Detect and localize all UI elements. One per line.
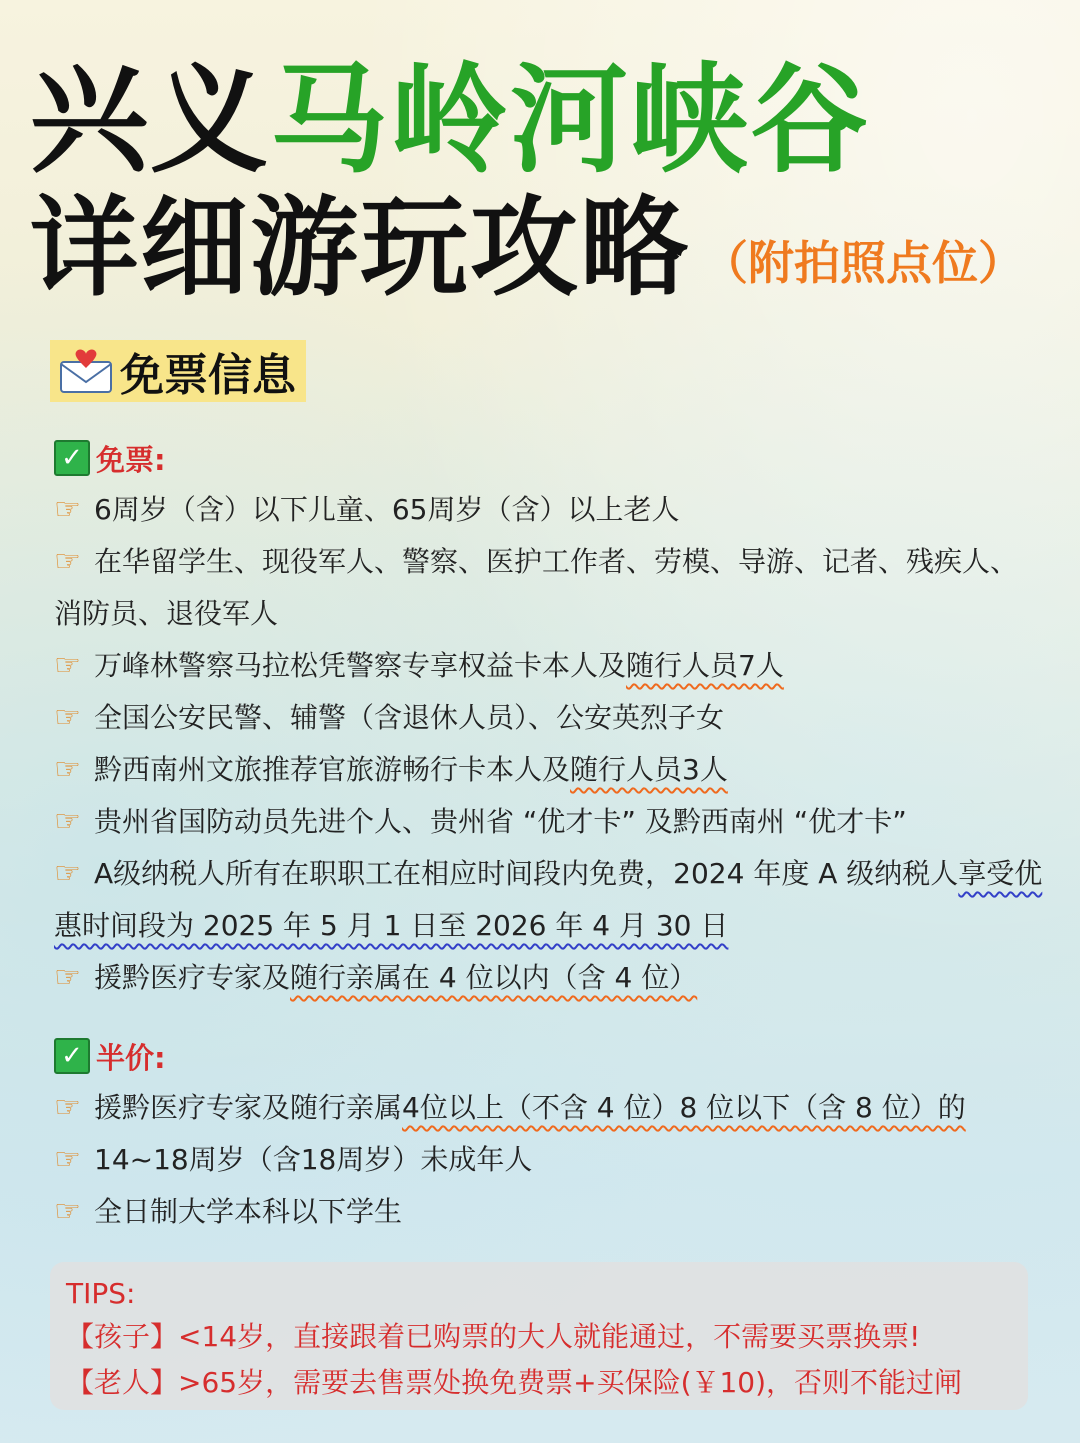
check-icon: ✓ <box>54 440 90 476</box>
list-item <box>54 1134 1044 1186</box>
item-text: 全国公安民警、辅警（含退休人员）、公安英烈子女 <box>94 701 725 734</box>
item-text: 全日制大学本科以下学生 <box>94 1195 403 1228</box>
check-icon: ✓ <box>54 1038 90 1074</box>
list-item <box>54 484 1044 536</box>
half-header-label: 半价: <box>96 1040 166 1075</box>
list-item <box>54 692 1044 744</box>
tips-child <box>66 1314 1012 1360</box>
free-header-label: 免票: <box>96 442 166 477</box>
free-list <box>54 484 1044 1004</box>
list-item <box>54 952 1044 1004</box>
tips-elder <box>66 1360 1012 1406</box>
item-text: 援黔医疗专家及 <box>94 961 291 994</box>
list-item <box>54 796 1044 848</box>
section-label: 免票信息 <box>120 350 296 401</box>
pointing-hand-icon: ☞ <box>54 856 81 891</box>
item-text: 14~18周岁（含18周岁）未成年人 <box>94 1143 533 1176</box>
pointing-hand-icon: ☞ <box>54 752 81 787</box>
pointing-hand-icon: ☞ <box>54 804 81 839</box>
list-item <box>54 744 1044 796</box>
tips-child-text: <14岁，直接跟着已购票的大人就能通过，不需要买票换票! <box>178 1320 921 1353</box>
tips-child-key: 【孩子】 <box>66 1320 179 1353</box>
half-list <box>54 1082 1044 1238</box>
tips-title: TIPS: <box>66 1277 136 1310</box>
half-header <box>54 1030 1044 1082</box>
tips-box <box>50 1262 1028 1410</box>
pointing-hand-icon: ☞ <box>54 492 81 527</box>
love-letter-icon <box>58 348 114 394</box>
item-text: 黔西南州文旅推荐官旅游畅行卡本人及 <box>94 753 571 786</box>
item-highlight: 随行人员3人 <box>570 753 728 786</box>
page-title-line1 <box>30 51 871 189</box>
item-highlight: 随行人员7人 <box>626 649 784 682</box>
free-header <box>54 432 1044 484</box>
page-title-line2 <box>30 186 1025 311</box>
list-item <box>54 640 1044 692</box>
pointing-hand-icon: ☞ <box>54 1142 81 1177</box>
pointing-hand-icon: ☞ <box>54 1194 81 1229</box>
item-text: 援黔医疗专家及随行亲属 <box>94 1091 403 1124</box>
pointing-hand-icon: ☞ <box>54 700 81 735</box>
title-black: 兴义 <box>30 51 271 189</box>
item-text: A级纳税人所有在职职工在相应时间段内免费，2024 年度 A 级纳税人 <box>94 857 959 890</box>
tips-elder-key: 【老人】 <box>66 1366 179 1399</box>
item-highlight: 4位以上（不含 4 位）8 位以下（含 8 位）的 <box>402 1091 966 1124</box>
item-text: 贵州省国防动员先进个人、贵州省 “优才卡” 及黔西南州 “优才卡” <box>94 805 907 838</box>
pointing-hand-icon: ☞ <box>54 544 81 579</box>
list-item <box>54 1082 1044 1134</box>
list-item <box>54 848 1044 952</box>
pointing-hand-icon: ☞ <box>54 648 81 683</box>
list-item <box>54 536 1044 640</box>
tips-elder-text: >65岁，需要去售票处换免费票+买保险(￥10)，否则不能过闸 <box>178 1366 963 1399</box>
title-main: 详细游玩攻略 <box>30 186 691 311</box>
title-green: 马岭河峡谷 <box>270 51 871 189</box>
item-text: 在华留学生、现役军人、警察、医护工作者、劳模、导游、记者、残疾人、消防员、退役军人 <box>54 545 1019 630</box>
item-highlight: 随行亲属在 4 位以内（含 4 位） <box>290 961 698 994</box>
pointing-hand-icon: ☞ <box>54 960 81 995</box>
item-text: 6周岁（含）以下儿童、65周岁（含）以上老人 <box>94 493 680 526</box>
section-tag <box>50 340 306 402</box>
item-highlight: 享受优惠时间段为 2025 年 5 月 1 日至 2026 年 4 月 30 日 <box>54 857 1043 942</box>
title-sub: （附拍照点位） <box>702 236 1025 290</box>
item-text: 万峰林警察马拉松凭警察专享权益卡本人及 <box>94 649 627 682</box>
list-item <box>54 1186 1044 1238</box>
content <box>54 432 1044 1238</box>
pointing-hand-icon: ☞ <box>54 1090 81 1125</box>
